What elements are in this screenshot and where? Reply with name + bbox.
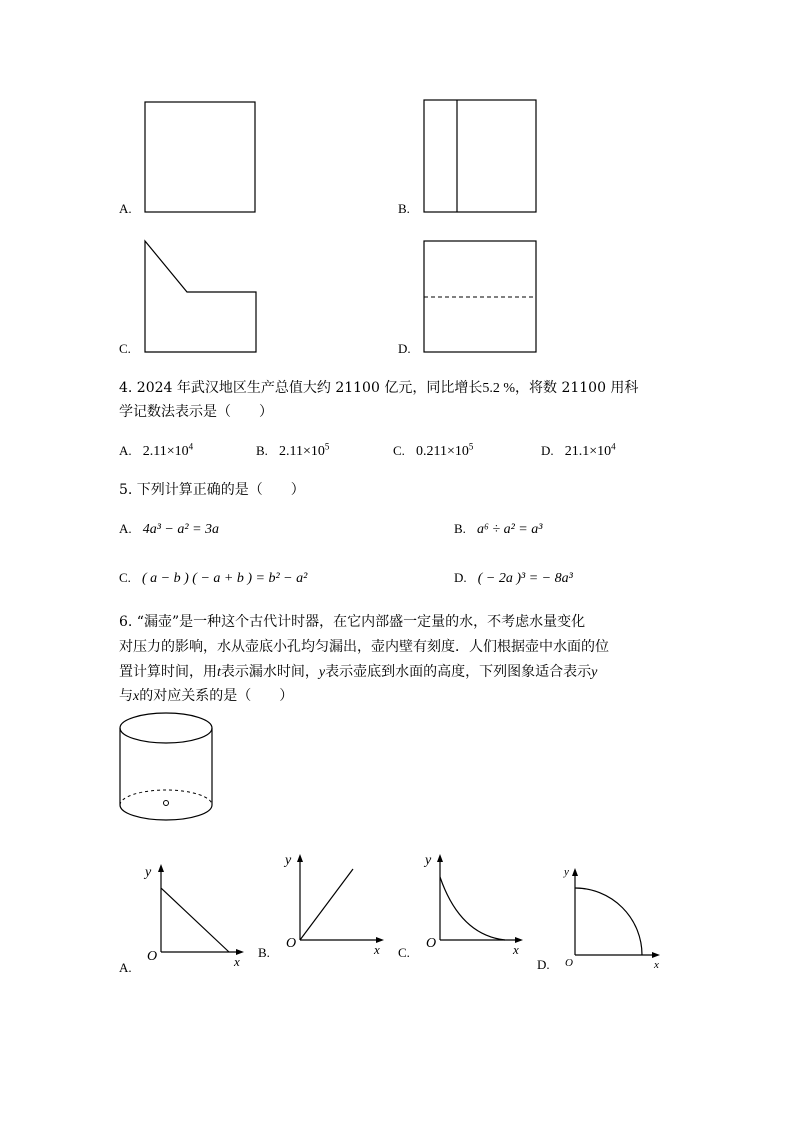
origin-label: O (286, 936, 297, 951)
q4-growth-value: 5.2 % (482, 381, 515, 396)
base: 10 (310, 444, 325, 459)
q6-line4-part-a: 与 (119, 688, 133, 704)
q5-option-d-expr: ( − 2a )³ = − 8a³ (477, 571, 573, 586)
axis-label-x: x (513, 942, 519, 957)
var-t: t (217, 665, 221, 680)
mantissa: 2.11 (142, 444, 167, 459)
q3-option-c-label[interactable]: C. (119, 341, 131, 356)
q3-option-a-label[interactable]: A. (119, 201, 132, 216)
mantissa: 0.211 (416, 444, 447, 459)
var-y: y (318, 665, 326, 680)
q6-graph-c-label[interactable]: C. (398, 945, 410, 960)
q6-line3-part-a: 置计算时间，用 (119, 664, 217, 680)
q6-graph-b-label[interactable]: B. (258, 945, 270, 960)
q3-option-b-label[interactable]: B. (398, 201, 410, 216)
q6-graph-d-label[interactable]: D. (537, 957, 550, 972)
axis-label-y: y (425, 853, 432, 868)
exponent: 4 (611, 441, 616, 452)
q4-stem-pre: 4. 2024 年武汉地区生产总值大约 21100 亿元，同比增长 (119, 380, 483, 396)
axis-label-y: y (285, 853, 292, 868)
q4-option-a-label: A. (119, 443, 132, 458)
q4-stem-post: ，将数 21100 用科 (515, 380, 639, 396)
times-sign: × (589, 444, 598, 459)
axis-label-x: x (374, 942, 380, 957)
q6-line3-part-c: 表示壶底到水面的高度，下列图象适合表示 (325, 664, 592, 680)
exponent: 5 (324, 441, 330, 452)
axis-label-y: y (564, 866, 569, 878)
origin-label: O (147, 949, 158, 964)
exponent: 5 (468, 441, 474, 452)
q3-option-d-label[interactable]: D. (398, 341, 411, 356)
q6-graph-a-label[interactable]: A. (119, 960, 132, 975)
times-sign: × (447, 444, 455, 459)
q4-option-d-label: D. (541, 443, 554, 458)
times-sign: × (166, 444, 175, 459)
exponent: 4 (188, 441, 194, 452)
q6-stem-line2: 对压力的影响，水从壶底小孔均匀漏出，壶内壁有刻度．人们根据壶中水面的位 (119, 639, 609, 655)
q6-line4-part-b: 的对应关系的是（ ） (139, 688, 294, 704)
axis-label-y: y (145, 865, 152, 880)
axis-label-x: x (654, 959, 659, 971)
mantissa: 2.11 (279, 444, 303, 459)
y-axis-arrow-icon (572, 868, 578, 876)
graph-quarter-arc (575, 888, 642, 955)
origin-label: O (565, 957, 573, 969)
base: 10 (454, 444, 469, 459)
axis-label-x: x (234, 954, 240, 969)
q5-option-a-expr: 4a³ − a² = 3a (142, 522, 220, 537)
times-sign: × (303, 444, 311, 459)
q5-option-d-label: D. (454, 570, 467, 585)
q4-option-c-label: C. (393, 443, 405, 458)
q5-stem: 5. 下列计算正确的是（ ） (119, 482, 305, 498)
x-axis-arrow-icon (652, 952, 660, 958)
q4-option-b-label: B. (256, 443, 268, 458)
base: 10 (174, 444, 189, 459)
q5-option-c-expr: ( a − b ) ( − a + b ) = b² − a² (142, 571, 308, 586)
mantissa: 21.1 (564, 444, 590, 459)
q6-line3-part-b: 表示漏水时间， (220, 664, 319, 680)
origin-label: O (426, 936, 437, 951)
var-y-2: y (591, 665, 598, 680)
q6-stem-line1: 6. “漏壶”是一种这个古代计时器，在它内部盛一定量的水，不考虑水量变化 (119, 614, 586, 630)
q5-option-c-label: C. (119, 570, 131, 585)
q5-option-b-label: B. (454, 521, 466, 536)
var-x: x (133, 689, 140, 704)
q5-option-a-label: A. (119, 521, 132, 536)
base: 10 (597, 444, 612, 459)
q5-option-b-expr: a⁶ ÷ a² = a³ (477, 522, 543, 537)
q4-stem-line2: 学记数法表示是（ ） (119, 404, 273, 420)
